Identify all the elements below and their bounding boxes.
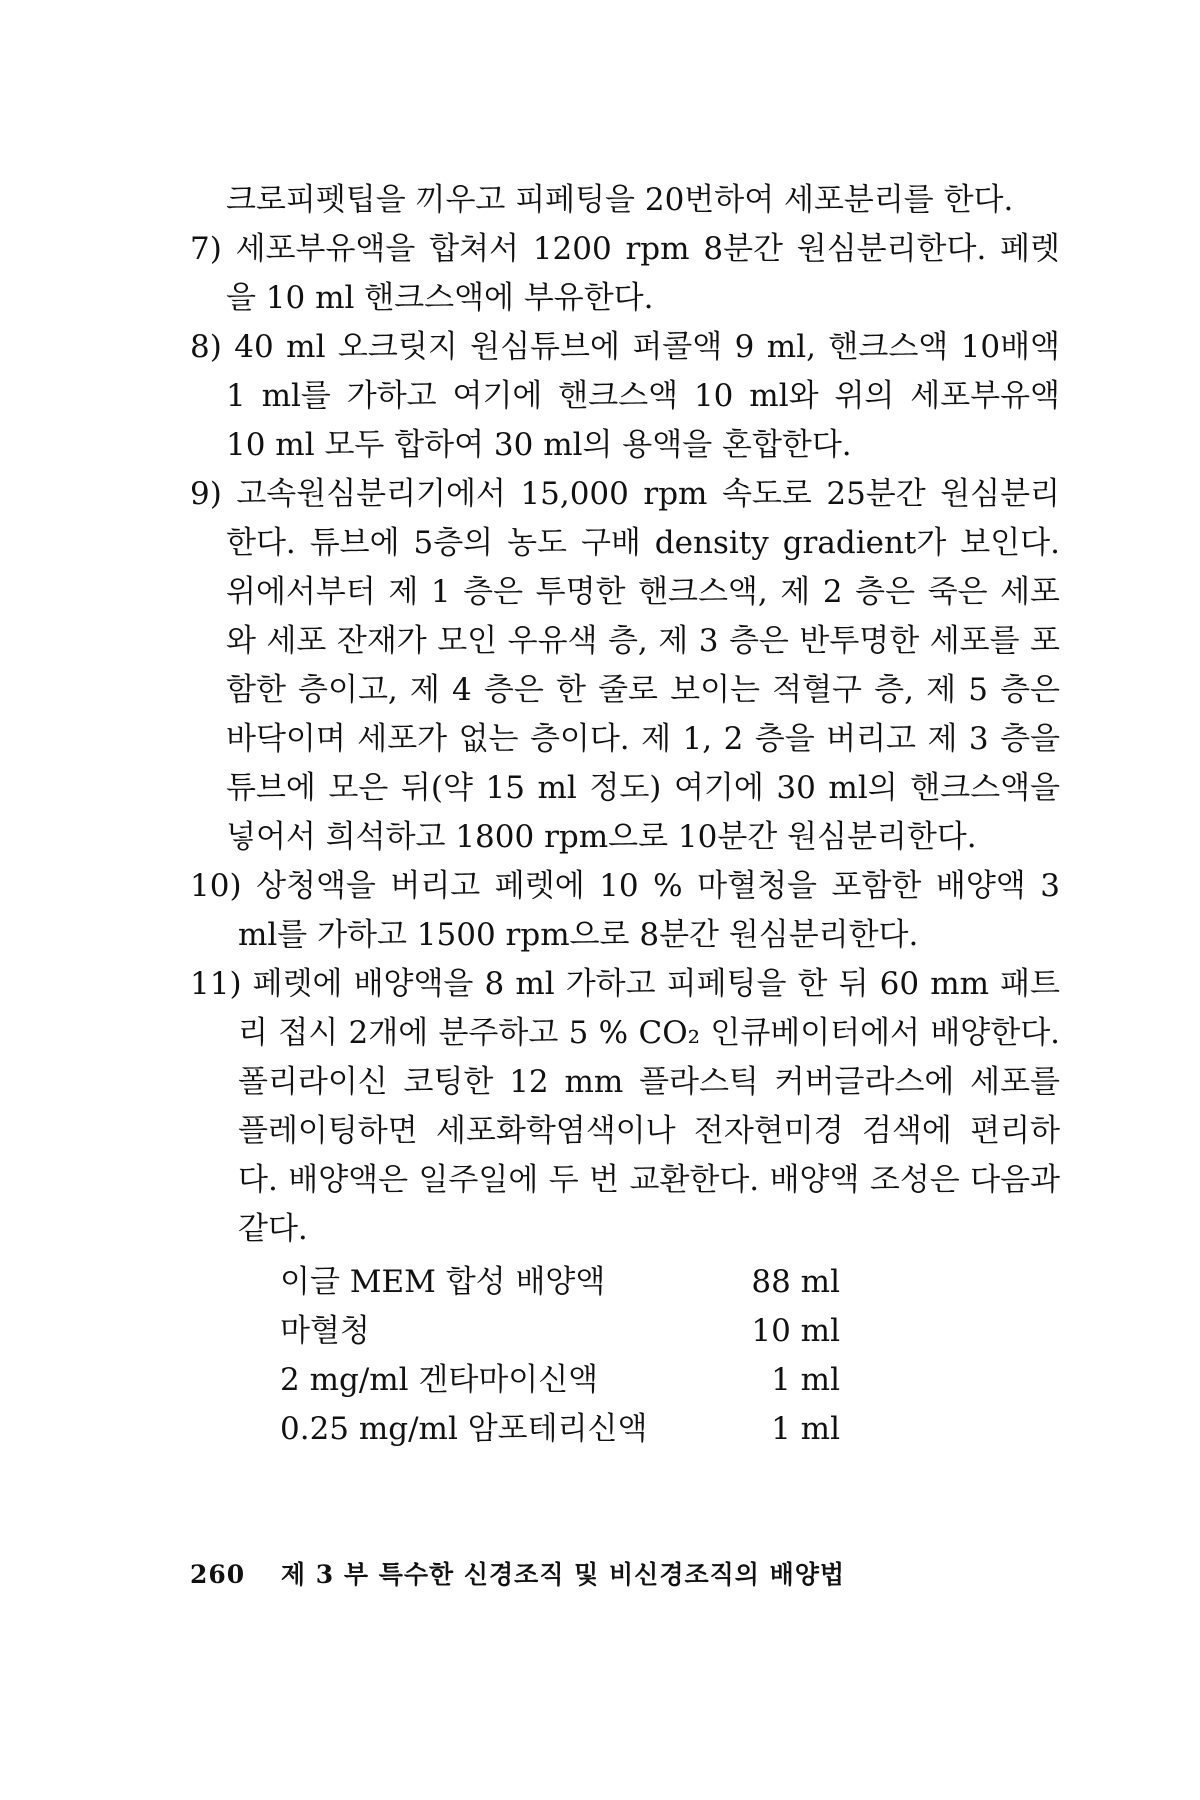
- step-9: [190, 470, 1060, 862]
- ingredient-name: 이글 MEM 합성 배양액: [280, 1264, 606, 1300]
- list-item: [280, 1307, 840, 1356]
- ingredient-name: 0.25 mg/ml 암포테리신액: [280, 1411, 648, 1447]
- body-text: [190, 176, 1060, 1454]
- step-text: 40 ml 오크릿지 원심튜브에 퍼콜액 9 ml, 핸크스액 10배액 1 ml를 가하고 여기에 핸크스액 10 ml와 위의 세포부유액 10 ml 모두 합하여 30 ml의 용액을 혼합한다.: [226, 329, 1060, 463]
- step-number: 8): [190, 329, 222, 365]
- ingredient-amount: 88 ml: [751, 1264, 840, 1300]
- step-text: 페렛에 배양액을 8 ml 가하고 피페팅을 한 뒤 60 mm 패트리 접시 2개에 분주하고 5 % CO₂ 인큐베이터에서 배양한다. 폴리라이신 코팅한 12 mm 플라스틱 커버글라스에 세포를 플레이팅하면 세포화학염색이나 전자현미경 검색에 편리하다. 배양액은 일주일에 두 번 교환한다. 배양액 조성은 다음과 같다.: [238, 966, 1060, 1247]
- page-number: 260: [190, 1560, 246, 1589]
- ingredient-name: 마혈청: [280, 1313, 370, 1349]
- step-8: [190, 323, 1060, 470]
- step-number: 10): [190, 868, 242, 904]
- ingredient-amount: 1 ml: [771, 1411, 840, 1447]
- step-11: [190, 960, 1060, 1254]
- medium-composition-list: [280, 1258, 840, 1454]
- ingredient-amount: 10 ml: [751, 1313, 840, 1349]
- running-title: 제 3 부 특수한 신경조직 및 비신경조직의 배양법: [280, 1560, 846, 1589]
- step-text: 고속원심분리기에서 15,000 rpm 속도로 25분간 원심분리한다. 튜브에 5층의 농도 구배 density gradient가 보인다. 위에서부터 제 1 층은 투명한 핸크스액, 제 2 층은 죽은 세포와 세포 잔재가 모인 우유색 층, 제 3 층은 반투명한 세포를 포함한 층이고, 제 4 층은 한 줄로 보이는 적혈구 층, 제 5 층은 바닥이며 세포가 없는 층이다. 제 1, 2 층을 버리고 제 3 층을 튜브에 모은 뒤(약 15 ml 정도) 여기에 30 ml의 핸크스액을 넣어서 희석하고 1800 rpm으로 10분간 원심분리한다.: [226, 476, 1060, 855]
- step-10: [190, 862, 1060, 960]
- list-item: [280, 1405, 840, 1454]
- continued-paragraph: 크로피펫팁을 끼우고 피페팅을 20번하여 세포분리를 한다.: [226, 182, 1014, 218]
- step-number: 7): [190, 231, 222, 267]
- list-item: [280, 1356, 840, 1405]
- list-item: [280, 1258, 840, 1307]
- page-footer: [190, 1555, 845, 1591]
- ingredient-amount: 1 ml: [771, 1362, 840, 1398]
- step-text: 세포부유액을 합쳐서 1200 rpm 8분간 원심분리한다. 페렛을 10 ml 핸크스액에 부유한다.: [226, 231, 1060, 316]
- ingredient-name: 2 mg/ml 겐타마이신액: [280, 1362, 599, 1398]
- step-7: [190, 225, 1060, 323]
- step-number: 11): [190, 966, 242, 1002]
- step-number: 9): [190, 476, 222, 512]
- step-text: 상청액을 버리고 페렛에 10 % 마혈청을 포함한 배양액 3 ml를 가하고 1500 rpm으로 8분간 원심분리한다.: [238, 868, 1060, 953]
